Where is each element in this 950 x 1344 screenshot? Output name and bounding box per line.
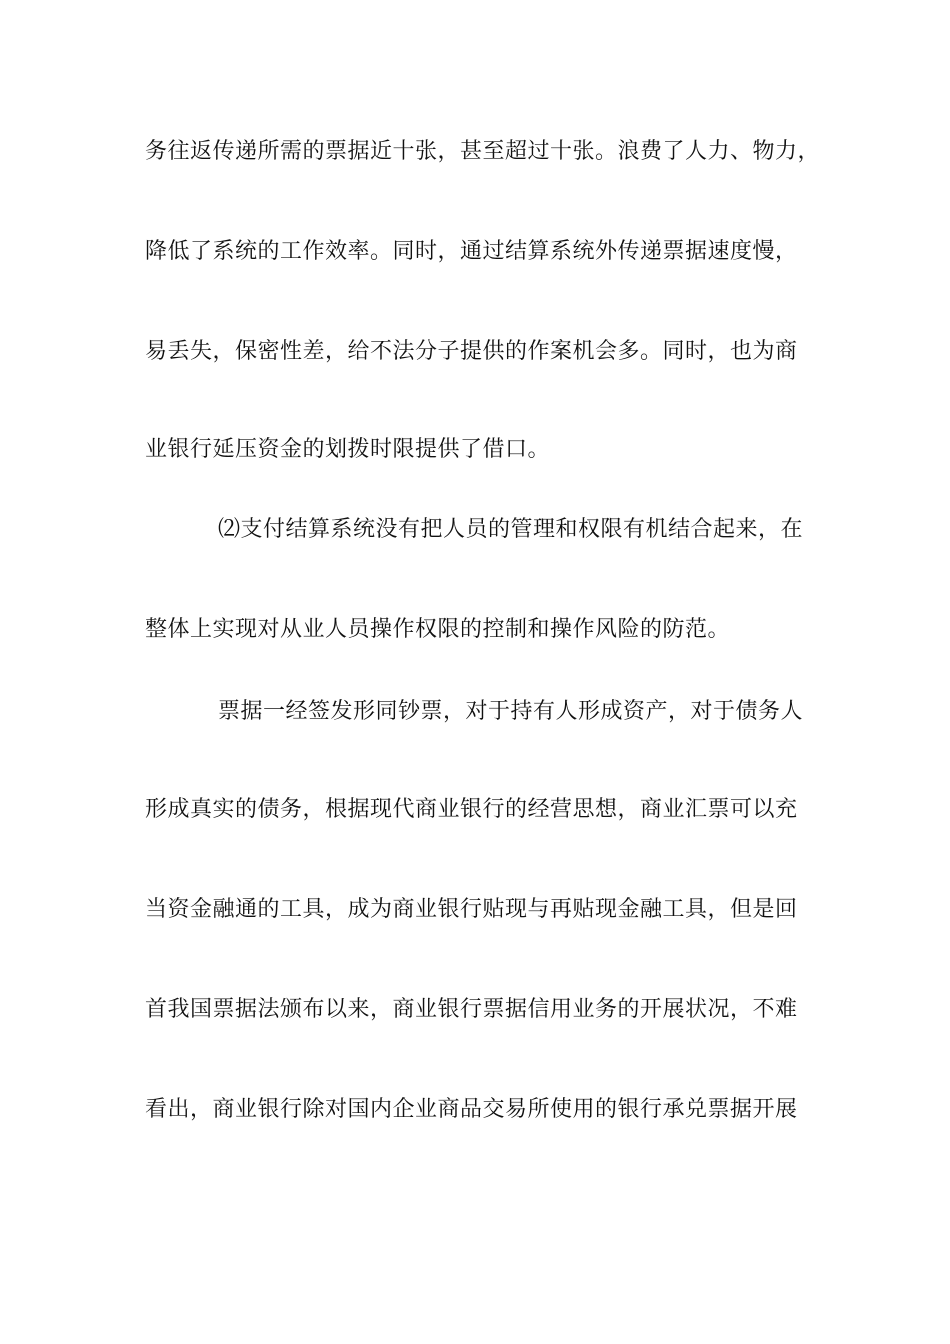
text-line: 当资金融通的工具，成为商业银行贴现与再贴现金融工具，但是回 [145, 897, 798, 922]
text-line: 整体上实现对从业人员操作权限的控制和操作风险的防范。 [145, 617, 731, 642]
paragraph-start-line: ⑵支付结算系统没有把人员的管理和权限有机结合起来，在 [218, 517, 804, 542]
text-line: 看出，商业银行除对国内企业商品交易所使用的银行承兑票据开展 [145, 1097, 798, 1122]
text-line: 务往返传递所需的票据近十张，甚至超过十张。浪费了人力、物力， [145, 139, 821, 164]
text-line: 易丢失，保密性差，给不法分子提供的作案机会多。同时，也为商 [145, 339, 798, 364]
text-line: 降低了系统的工作效率。同时，通过结算系统外传递票据速度慢， [145, 239, 798, 264]
paragraph-start-line: 票据一经签发形同钞票，对于持有人形成资产，对于债务人 [218, 699, 804, 724]
text-line: 首我国票据法颁布以来，商业银行票据信用业务的开展状况，不难 [145, 997, 798, 1022]
text-line: 业银行延压资金的划拨时限提供了借口。 [145, 437, 551, 462]
text-line: 形成真实的债务，根据现代商业银行的经营思想，商业汇票可以充 [145, 797, 798, 822]
